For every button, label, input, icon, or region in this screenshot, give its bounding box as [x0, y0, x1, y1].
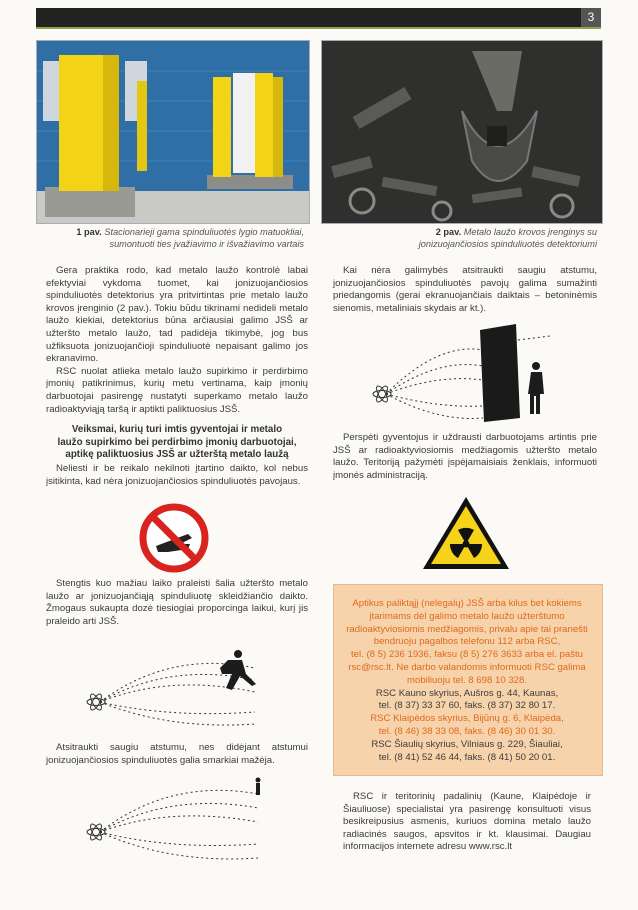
klaipeda-branch-address: RSC Klaipėdos skyrius, Bijūnų g. 6, Klaipėda,	[370, 713, 564, 725]
figure2-caption	[321, 226, 597, 250]
radiation-waves-distant-person-illustration	[80, 772, 265, 864]
figure1-caption-line1: Stacionarieji gama spinduliuotės lygio matuokliai,	[104, 227, 304, 237]
siauliai-branch-phones: tel. (8 41) 52 46 44, faks. (8 41) 50 20 01.	[378, 751, 556, 763]
actions-heading-line2: laužo supirkimo bei perdirbimo įmonių darbuotojai,	[57, 436, 297, 448]
radiation-hazard-icon	[420, 494, 512, 572]
left-paragraph-1: Gera praktika rodo, kad metalo laužo kontrolė labai efektyviai vykdoma tuomet, kai jonizuojančiosios spinduliuotės detektorius yra pritvirtintas prie metalo laužo krovos įrenginio (2 pav.). Tokiu būdu tikrinami nedideli metalo laužo kiekiai, detektorius būna arčiausiai galimo JSŠ ar užteršto metalo laužo, tad padidėja tikimybė, jog bus užfiksuota jonizuojančioji spinduliuotė nepaisant galimo jos ekranavimo.	[46, 265, 308, 365]
header-rule	[36, 27, 601, 29]
radiation-portal-monitor-illustration	[37, 41, 309, 223]
emergency-info-content	[345, 598, 589, 764]
left-intro-text	[46, 265, 308, 416]
radiation-warning-sign	[420, 494, 512, 572]
scrap-loader-illustration	[322, 41, 602, 223]
right-paragraph-3: RSC ir teritorinių padalinių (Kaune, Klaipėdoje ir Šiauliuose) specialistai yra pasirengę konsultuoti visus besikreipusius asmenis, kuriuos domina metalo laužo radiacinės saugos, apsvitos ir kt. klausimai. Daugiau informacijos internete adresu www.rsc.lt	[343, 791, 591, 853]
figure1-photo	[36, 40, 310, 224]
time-exposure-diagram	[80, 640, 265, 732]
klaipeda-branch-phones: tel. (8 46) 38 33 08, faks. (8 46) 30 01 30.	[378, 725, 556, 737]
figure1-caption-line2: sumontuoti ties įvažiavimo ir išvažiavimo vartais	[109, 239, 304, 249]
left-paragraph-3-block	[46, 463, 308, 488]
atom-icon	[87, 692, 105, 711]
atom-icon	[373, 384, 391, 403]
running-person-icon	[220, 650, 256, 690]
left-paragraph-4: Stengtis kuo mažiau laiko praleisti šalia užteršto metalo laužo ar jonizuojančiąją spinduliuotę skleidžiančio daikto. Žmogaus sukaupta dozė tiesiogiai proporcinga laikui, kurį jis praleido arti JSŠ.	[46, 578, 308, 627]
actions-heading	[46, 424, 308, 462]
info-phone-fax: tel. (8 5) 236 1936, faksu (8 5) 276 3633 arba el. paštu	[350, 649, 583, 661]
left-paragraph-3: Neliesti ir be reikalo nekilnoti įtartino daikto, kol nebus įsitikinta, kad nėra jonizuojančiosios spinduliuotės pavojaus.	[46, 463, 308, 487]
kaunas-branch-phones: tel. (8 37) 33 37 60, faks. (8 37) 32 80 17.	[378, 700, 556, 712]
info-email-mobile: rsc@rsc.lt. Ne darbo valandomis informuoti RSC galima mobiliuoju tel. 8 698 10 328.	[348, 661, 586, 686]
right-paragraph-2: Perspėti gyventojus ir uždrausti darbuotojams artintis prie JSŠ ar radioaktyviosiomis medžiagomis užteršto metalo laužo. Teritoriją pažymėti įspėjamaisiais ženklais, informuoti įmonės administraciją.	[333, 432, 597, 481]
atom-icon	[87, 822, 105, 841]
header-bar	[36, 8, 601, 27]
left-paragraph-2: RSC nuolat atlieka metalo laužo supirkimo ir perdirbimo įmonių patikrinimus, kurių metu vertinama, kaip įmonių darbuotojai pasirengę nustatyti superkamo metalo laužo radioaktyviąją taršą ir aptikti paliktuosius JSŠ.	[46, 365, 308, 415]
figure2-label: 2 pav.	[435, 227, 462, 237]
left-paragraph-5: Atsitraukti saugiu atstumu, nes didėjant atstumui jonizuojančiosios spinduliuotės galia smarkiai mažėja.	[46, 742, 308, 766]
standing-person-icon	[528, 362, 544, 414]
radiation-waves-running-person-illustration	[80, 640, 265, 732]
actions-heading-line1: Veiksmai, kurių turi imtis gyventojai ir metalo	[71, 424, 283, 435]
distance-diagram	[80, 772, 265, 864]
info-main-text: Aptikus paliktąjį (nelegalų) JSŠ arba kilus bet kokiems įtarimams dėl galimo metalo laužo užterštumo radioaktyviosiomis medžiagomis, privalu apie tai pranešti bendruoju pagalbos telefonu 112 arba RSC,	[346, 598, 588, 648]
figure1-label: 1 pav.	[76, 227, 102, 237]
figure2-caption-line1: Metalo laužo krovos įrenginys su	[463, 227, 597, 237]
concrete-wall-shape	[480, 324, 520, 422]
right-paragraph-3-block	[343, 791, 591, 854]
no-touch-sign	[138, 502, 210, 574]
left-paragraph-5-block	[46, 742, 308, 767]
standing-person-icon	[256, 778, 261, 796]
figure2-caption-line2: jonizuojančiosios spinduliuotės detektoriumi	[418, 239, 597, 249]
actions-heading-line3: aptikę paliktuosius JSŠ ar užterštą metalo laužą	[65, 449, 289, 461]
no-touch-icon	[138, 502, 210, 574]
siauliai-branch-address: RSC Šiaulių skyrius, Vilniaus g. 229, Šiauliai,	[371, 738, 563, 750]
radiation-shield-wall-illustration	[368, 322, 553, 422]
right-paragraph-2-block	[333, 432, 597, 482]
left-paragraph-4-block	[46, 578, 308, 628]
right-paragraph-1-block	[333, 265, 597, 315]
right-paragraph-1: Kai nėra galimybės atsitraukti saugiu atstumu, jonizuojančiosios spinduliuotės pavojų galima sumažinti priedangomis (gerai ekranuojančiais daiktais – betoninėmis sienomis, metaliniais skydais ar kt.).	[333, 265, 597, 314]
kaunas-branch-address: RSC Kauno skyrius, Aušros g. 44, Kaunas,	[375, 687, 559, 699]
figure1-caption	[36, 226, 304, 250]
shielding-diagram	[368, 322, 553, 422]
page-number: 3	[581, 8, 601, 27]
figure2-photo	[321, 40, 603, 224]
